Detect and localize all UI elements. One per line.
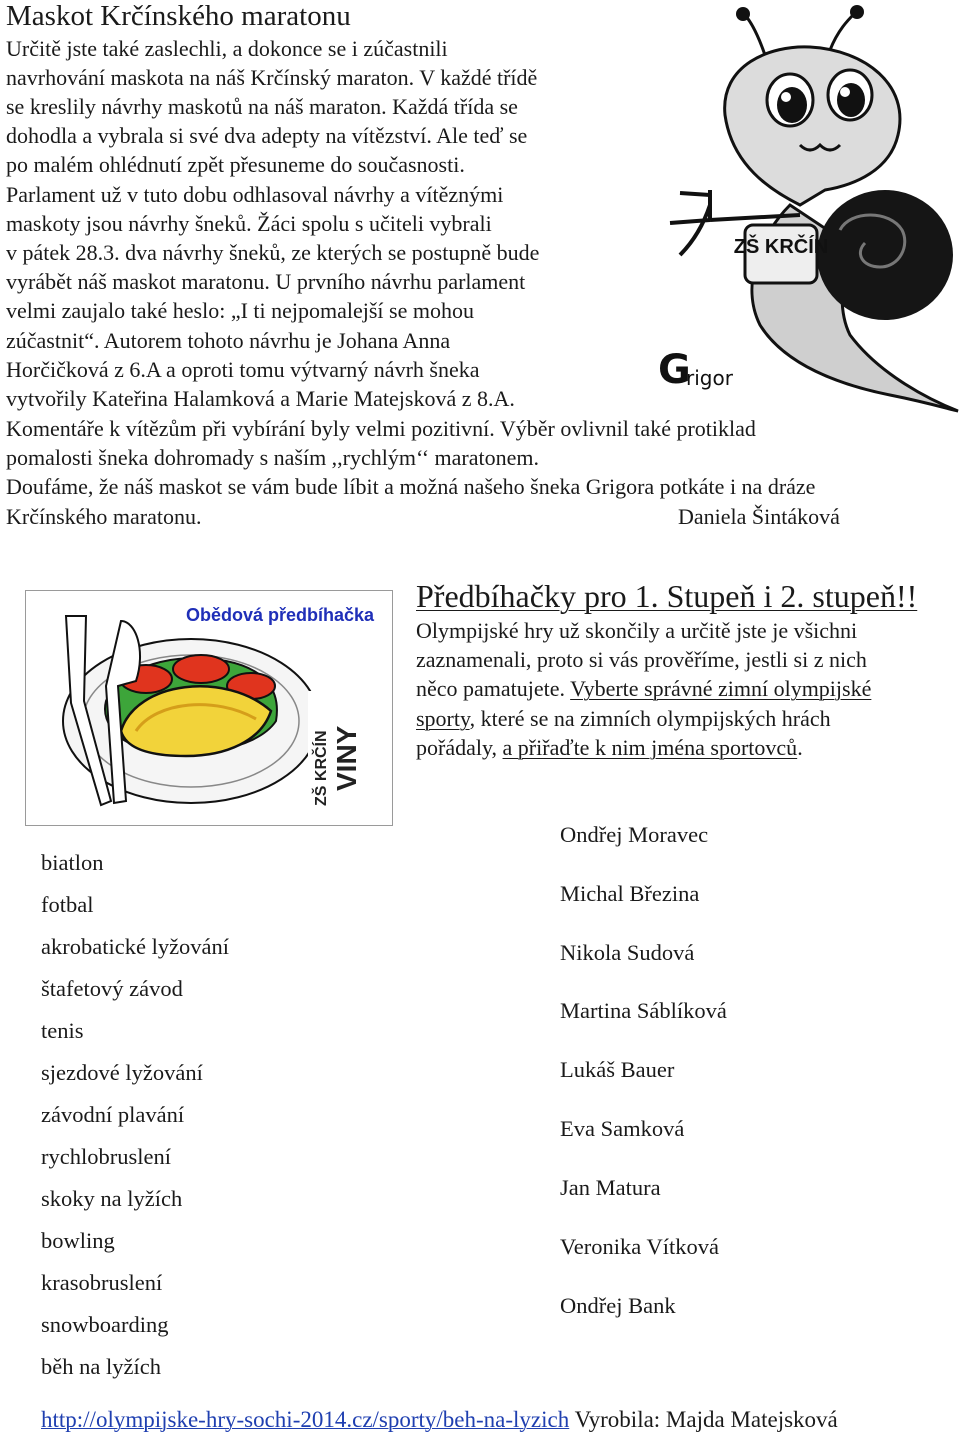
quiz-line bbox=[416, 704, 831, 733]
lunch-banner-text: Obědová předbíhačka bbox=[186, 605, 375, 625]
sport-item: bowling bbox=[41, 1228, 115, 1253]
sport-item: akrobatické lyžování bbox=[41, 934, 230, 959]
sport-item: skoky na lyžích bbox=[41, 1186, 183, 1211]
article-line: v pátek 28.3. dva návrhy šneků, ze kterých se postupně bude bbox=[6, 240, 540, 265]
author-credit: Vyrobila: Majda Matejsková bbox=[569, 1407, 838, 1432]
athlete-item: Michal Březina bbox=[560, 881, 700, 906]
article-line: zúčastnit“. Autorem tohoto návrhu je Johana Anna bbox=[6, 328, 451, 353]
sport-item: snowboarding bbox=[41, 1312, 169, 1337]
school-logo bbox=[308, 691, 388, 816]
article-line: vytvořily Kateřina Halamková a Marie Matejsková z 8.A. bbox=[6, 386, 515, 411]
article-line: Doufáme, že náš maskot se vám bude líbit a možná našeho šneka Grigora potkáte i na dráze bbox=[6, 474, 816, 499]
sport-item: fotbal bbox=[41, 892, 94, 917]
athlete-item: Nikola Sudová bbox=[560, 940, 695, 965]
article-line: navrhování maskota na náš Krčínský maraton. V každé třídě bbox=[6, 65, 538, 90]
snail-mascot-illustration bbox=[640, 5, 960, 415]
article-line: maskoty jsou návrhy šneků. Žáci spolu s učiteli vybrali bbox=[6, 211, 492, 236]
author-signature: Daniela Šintáková bbox=[678, 504, 840, 529]
article-line: vyrábět náš maskot maratonu. U prvního návrhu parlament bbox=[6, 269, 526, 294]
athlete-item: Ondřej Moravec bbox=[560, 822, 709, 847]
quiz-instruction: Vyberte správné zimní olympijské bbox=[570, 676, 872, 701]
article-title: Maskot Krčínského maratonu bbox=[6, 0, 351, 32]
sport-item: rychlobruslení bbox=[41, 1144, 171, 1169]
article-line: dohodla a vybrala si své dva adepty na vítězství. Ale teď se bbox=[6, 123, 528, 148]
article-line: po malém ohlédnutí zpět přesuneme do současnosti. bbox=[6, 152, 465, 177]
lunch-illustration bbox=[25, 590, 393, 826]
athlete-item: Lukáš Bauer bbox=[560, 1057, 675, 1082]
article-line: se kreslily návrhy maskotů na náš maraton. Každá třída se bbox=[6, 94, 518, 119]
article-line: pomalosti šneka dohromady s naším ,,rychlým‘‘ maratonem. bbox=[6, 445, 539, 470]
athlete-item: Veronika Vítková bbox=[560, 1234, 719, 1259]
article-line: Krčínského maratonu. bbox=[6, 504, 202, 529]
sport-item: krasobruslení bbox=[41, 1270, 163, 1295]
quiz-line: Olympijské hry už skončily a určitě jste je všichni bbox=[416, 618, 858, 643]
athlete-item: Eva Samková bbox=[560, 1116, 685, 1141]
article-line: Určitě jste také zaslechli, a dokonce se i zúčastnili bbox=[6, 36, 448, 61]
quiz-line: zaznamenali, proto si vás prověříme, jestli si z nich bbox=[416, 647, 867, 672]
sport-item: tenis bbox=[41, 1018, 84, 1043]
source-link[interactable]: http://olympijske-hry-sochi-2014.cz/sporty/beh-na-lyzich bbox=[41, 1407, 570, 1432]
sport-item: štafetový závod bbox=[41, 976, 183, 1001]
article-line: Parlament už v tuto dobu odhlasoval návrhy a vítěznými bbox=[6, 182, 504, 207]
athlete-item: Martina Sáblíková bbox=[560, 998, 727, 1023]
quiz-instruction: sporty bbox=[416, 706, 470, 731]
article-line: velmi zaujalo také heslo: „I ti nejpomalejší se mohou bbox=[6, 298, 474, 323]
quiz-title: Předbíhačky pro 1. Stupeň i 2. stupeň!! bbox=[416, 578, 918, 614]
quiz-text: něco pamatujete. bbox=[416, 676, 571, 701]
quiz-line bbox=[416, 674, 871, 703]
sport-item: biatlon bbox=[41, 850, 104, 875]
sport-item: sjezdové lyžování bbox=[41, 1060, 203, 1085]
quiz-line bbox=[416, 733, 803, 762]
snail-badge-text: ZŠ KRČÍN bbox=[733, 236, 829, 258]
sport-item: závodní plavání bbox=[41, 1102, 185, 1127]
svg-text:G: G bbox=[658, 347, 691, 393]
quiz-text: . bbox=[797, 735, 803, 760]
quiz-text: , které se na zimních olympijských hrách bbox=[469, 706, 831, 731]
quiz-instruction: a přiřaďte k nim jména sportovců bbox=[502, 735, 798, 760]
article-line: Horčičková z 6.A a oproti tomu výtvarný návrh šneka bbox=[6, 357, 480, 382]
athlete-item: Jan Matura bbox=[560, 1175, 661, 1200]
quiz-text: pořádaly, bbox=[416, 735, 503, 760]
athlete-item: Ondřej Bank bbox=[560, 1293, 676, 1318]
svg-text:ZŠ KRČÍN: ZŠ KRČÍN bbox=[313, 730, 330, 806]
svg-text:VINY: VINY bbox=[331, 725, 362, 791]
sport-item: běh na lyžích bbox=[41, 1354, 161, 1379]
mascot-name: rigor bbox=[686, 366, 733, 390]
article-line: Komentáře k vítězům při vybírání byly velmi pozitivní. Výběr ovlivnil také protiklad bbox=[6, 416, 756, 441]
footer bbox=[41, 1405, 838, 1435]
